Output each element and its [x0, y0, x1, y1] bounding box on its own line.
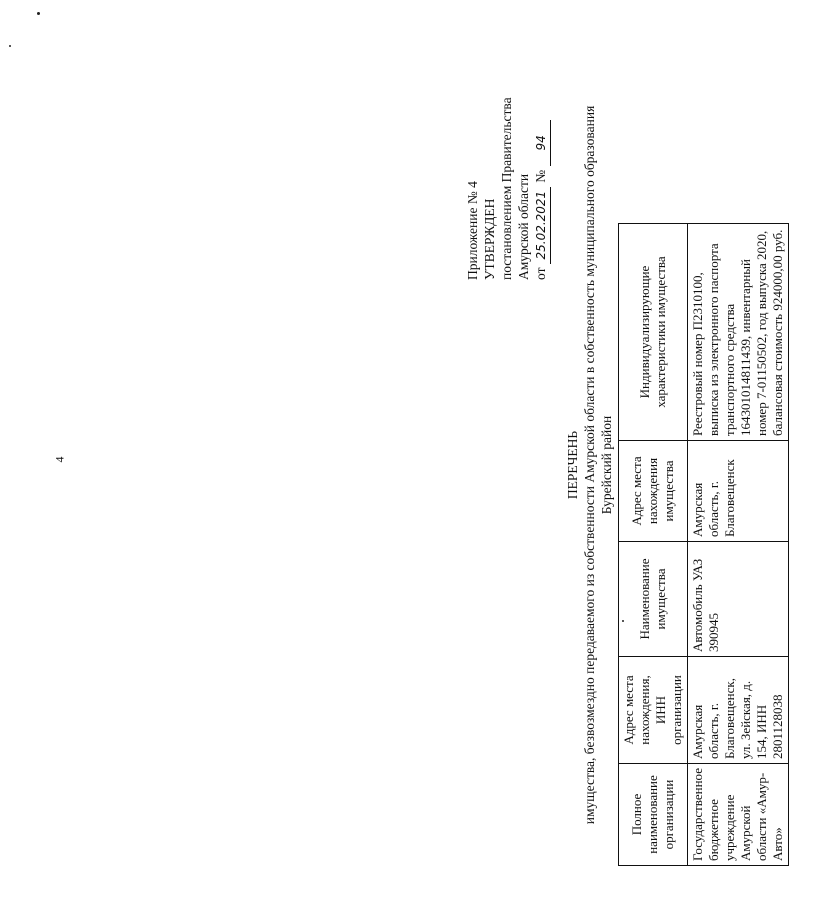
document-title [564, 50, 615, 880]
property-table-wrapper [618, 223, 789, 866]
cell-property-address: Амурская область, г. Благовещенск [688, 441, 789, 542]
header-org-address: Адрес места нахождения, ИНН организации [619, 657, 688, 764]
title-line-1: имущества, безвозмездно передаваемого из собственности Амурской области в собственность муниципального образования [582, 105, 597, 825]
table-header-row [619, 224, 688, 866]
header-property-name: Наименование имущества [619, 542, 688, 657]
handwritten-number: 94 [533, 120, 551, 166]
scan-speck [9, 45, 11, 47]
approval-date-row [532, 97, 551, 280]
document-body [450, 50, 820, 880]
cell-property-characteristics: Реестровый номер П2310100, выписка из электронного паспорта транспортного средства 164301014811439, инвентарный номер 7-01150502, год выпуска 2020, балансовая стоимость 924000,00 руб. [688, 224, 789, 441]
title-heading: ПЕРЕЧЕНЬ [565, 430, 580, 500]
scan-speck [37, 12, 40, 15]
date-prefix: от [533, 267, 548, 280]
approval-stamp [464, 97, 551, 280]
number-prefix: № [533, 169, 548, 183]
cell-org-address: Амурская область, г. Благовещенск, ул. Зейская, д. 154, ИНН 2801128038 [688, 657, 789, 764]
cell-org-name: Государственное бюджетное учреждение Амурской области «Амур-Авто» [688, 764, 789, 866]
page-number: 4 [52, 456, 67, 463]
handwritten-date: 25.02.2021 [533, 187, 551, 264]
header-property-characteristics: Индивидуализирующие характеристики имущества [619, 224, 688, 441]
title-line-2: Бурейский район [599, 415, 614, 515]
region-label: Амурской области [516, 173, 531, 280]
property-table [618, 223, 789, 866]
header-property-address: Адрес места нахождения имущества [619, 441, 688, 542]
header-org-name: Полное наименование организации [619, 764, 688, 866]
appendix-label: Приложение № 4 [465, 181, 480, 280]
table-row [688, 224, 789, 866]
cell-property-name: Автомобиль УАЗ 390945 [688, 542, 789, 657]
approved-label: УТВЕРЖДЕН [482, 198, 497, 280]
resolution-label: постановлением Правительства [499, 97, 514, 280]
